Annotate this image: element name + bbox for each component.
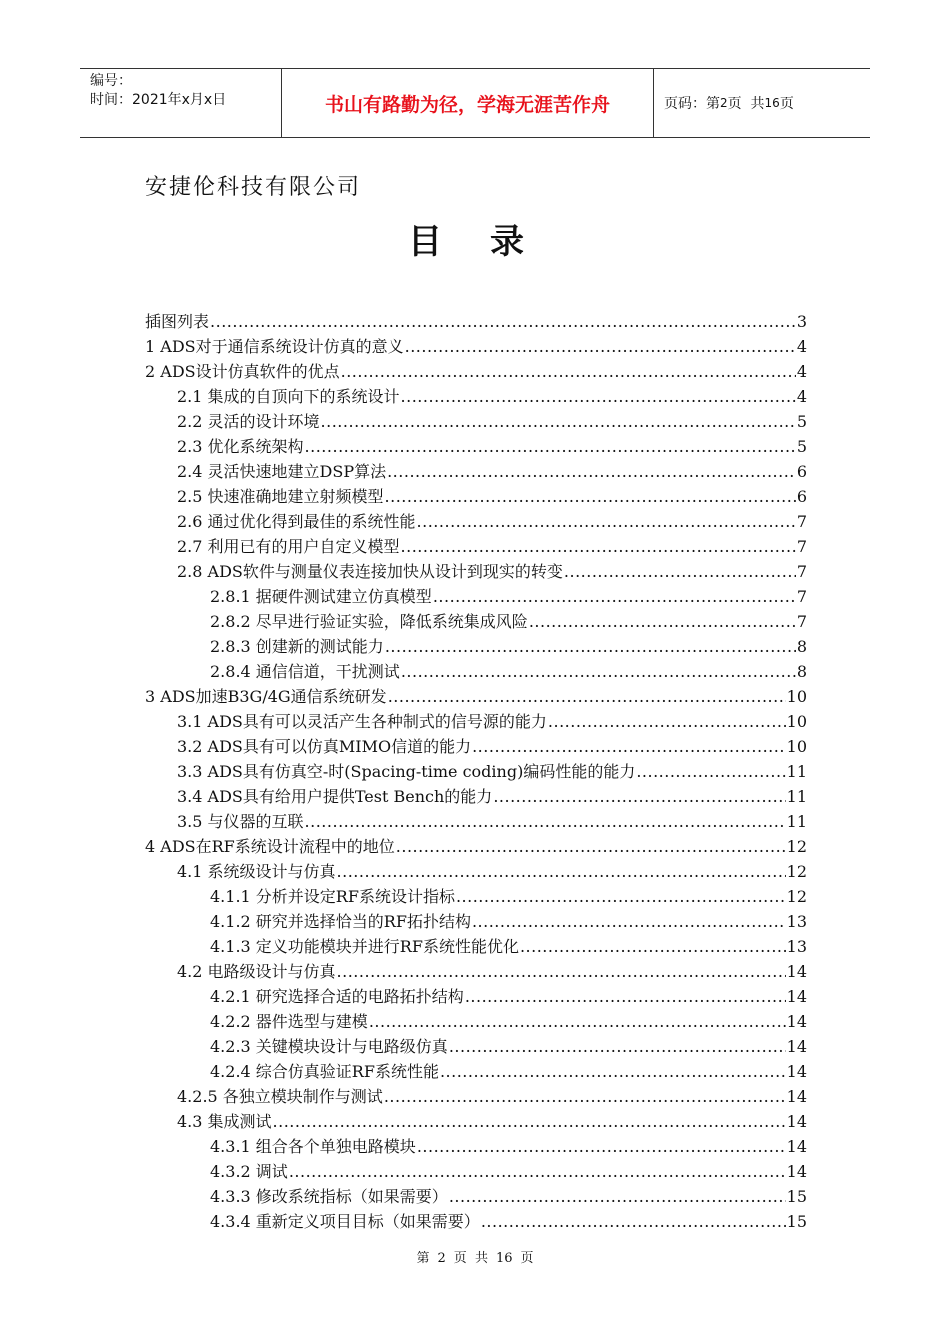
- toc-entry-page: 14: [786, 1087, 807, 1106]
- toc-leader-dots: [289, 1159, 786, 1184]
- toc-entry[interactable]: [145, 984, 807, 1009]
- toc-entry-page: 5: [796, 437, 807, 456]
- toc-entry-page: 12: [786, 887, 807, 906]
- toc-entry-title: 2.1 集成的自顶向下的系统设计: [177, 387, 400, 406]
- toc-entry-page: 4: [796, 337, 807, 356]
- toc-entry-title: 2.2 灵活的设计环境: [177, 412, 320, 431]
- toc-entry[interactable]: [145, 759, 807, 784]
- toc-leader-dots: [396, 834, 786, 859]
- toc-entry-page: 12: [786, 837, 807, 856]
- toc-entry-title: 4.2.2 器件选型与建模: [210, 1012, 368, 1031]
- toc-entry-page: 14: [786, 1037, 807, 1056]
- toc-entry-title: 2.7 利用已有的用户自定义模型: [177, 537, 400, 556]
- toc-leader-dots: [481, 1209, 786, 1234]
- toc-entry-title: 3.5 与仪器的互联: [177, 812, 304, 831]
- toc-entry[interactable]: [145, 934, 807, 959]
- toc-entry-page: 10: [786, 712, 807, 731]
- toc-entry[interactable]: [145, 1134, 807, 1159]
- toc-entry-page: 5: [796, 412, 807, 431]
- toc-entry[interactable]: [145, 834, 807, 859]
- toc-entry-page: 7: [796, 512, 807, 531]
- toc-entry-page: 13: [786, 937, 807, 956]
- toc-entry[interactable]: [145, 409, 807, 434]
- toc-entry-title: 2.3 优化系统架构: [177, 437, 304, 456]
- page-mid: 页 共: [727, 96, 765, 112]
- toc-entry-title: 3.4 ADS具有给用户提供Test Bench的能力: [177, 787, 493, 806]
- toc-entry-title: 4.2.3 关键模块设计与电路级仿真: [210, 1037, 448, 1056]
- toc-entry-title: 4.1.3 定义功能模块并进行RF系统性能优化: [210, 937, 519, 956]
- toc-entry-page: 12: [786, 862, 807, 881]
- toc-entry-title: 1 ADS对于通信系统设计仿真的意义: [145, 337, 404, 356]
- toc-entry[interactable]: [145, 609, 807, 634]
- toc-entry-title: 3.1 ADS具有可以灵活产生各种制式的信号源的能力: [177, 712, 547, 731]
- toc-leader-dots: [385, 634, 796, 659]
- footer-suffix: 页: [520, 1251, 534, 1266]
- toc-entry-page: 14: [786, 987, 807, 1006]
- toc-entry[interactable]: [145, 309, 807, 334]
- toc-entry[interactable]: [145, 784, 807, 809]
- toc-leader-dots: [449, 1184, 786, 1209]
- toc-entry[interactable]: [145, 584, 807, 609]
- toc-entry-title: 4.1.2 研究并选择恰当的RF拓扑结构: [210, 912, 471, 931]
- toc-entry[interactable]: [145, 1009, 807, 1034]
- toc-entry-page: 14: [786, 1162, 807, 1181]
- toc-entry-title: 4.3.4 重新定义项目目标（如果需要）: [210, 1212, 480, 1231]
- toc-entry[interactable]: [145, 1034, 807, 1059]
- footer-mid: 页 共: [453, 1251, 488, 1266]
- toc-entry-page: 6: [796, 462, 807, 481]
- page-header: [80, 68, 870, 138]
- toc-leader-dots: [636, 759, 785, 784]
- toc-entry[interactable]: [145, 634, 807, 659]
- toc-leader-dots: [369, 1009, 786, 1034]
- toc-entry-title: 4.2.5 各独立模块制作与测试: [177, 1087, 383, 1106]
- toc-entry-page: 15: [786, 1187, 807, 1206]
- toc-leader-dots: [210, 309, 796, 334]
- toc-entry[interactable]: [145, 334, 807, 359]
- toc-entry-title: 2.8.4 通信信道，干扰测试: [210, 662, 400, 681]
- toc-entry-title: 2.4 灵活快速地建立DSP算法: [177, 462, 387, 481]
- toc-entry[interactable]: [145, 1184, 807, 1209]
- toc-leader-dots: [417, 1134, 786, 1159]
- header-meta: [80, 69, 282, 137]
- toc-leader-dots: [548, 709, 786, 734]
- toc-entry[interactable]: [145, 809, 807, 834]
- toc-leader-dots: [417, 509, 796, 534]
- toc-leader-dots: [401, 384, 796, 409]
- date-line: 时间：2021年x月x日: [90, 92, 227, 108]
- toc-entry[interactable]: [145, 1084, 807, 1109]
- toc-leader-dots: [401, 659, 796, 684]
- toc-entry-title: 4.1 系统级设计与仿真: [177, 862, 336, 881]
- toc-leader-dots: [493, 784, 785, 809]
- page-prefix: 页码：第: [664, 96, 720, 112]
- toc-entry-page: 6: [796, 487, 807, 506]
- toc-leader-dots: [385, 484, 796, 509]
- toc-entry-page: 14: [786, 962, 807, 981]
- toc-leader-dots: [520, 934, 786, 959]
- footer-prefix: 第: [416, 1251, 430, 1266]
- toc-entry-title: 2.8.3 创建新的测试能力: [210, 637, 384, 656]
- toc-entry-title: 2.8.2 尽早进行验证实验，降低系统集成风险: [210, 612, 528, 631]
- toc-leader-dots: [388, 684, 786, 709]
- toc-leader-dots: [305, 434, 796, 459]
- toc-leader-dots: [564, 559, 796, 584]
- toc-entry-page: 10: [786, 737, 807, 756]
- toc-entry-page: 4: [796, 362, 807, 381]
- toc-entry[interactable]: [145, 959, 807, 984]
- toc-entry[interactable]: [145, 659, 807, 684]
- toc-entry[interactable]: [145, 884, 807, 909]
- toc-leader-dots: [465, 984, 786, 1009]
- toc-leader-dots: [405, 334, 796, 359]
- toc-entry-title: 3.3 ADS具有仿真空-时(Spacing-time coding)编码性能的能力: [177, 762, 636, 781]
- toc-entry-title: 4.3.3 修改系统指标（如果需要）: [210, 1187, 448, 1206]
- toc-leader-dots: [273, 1109, 786, 1134]
- toc-entry[interactable]: [145, 709, 807, 734]
- toc-entry[interactable]: [145, 859, 807, 884]
- toc-leader-dots: [456, 884, 786, 909]
- toc-entry-title: 3.2 ADS具有可以仿真MIMO信道的能力: [177, 737, 472, 756]
- toc-entry[interactable]: [145, 1159, 807, 1184]
- toc-entry-title: 插图列表: [145, 312, 210, 331]
- toc-entry-page: 14: [786, 1062, 807, 1081]
- toc-entry-page: 7: [796, 587, 807, 606]
- toc-entry-title: 4.3 集成测试: [177, 1112, 272, 1131]
- toc-leader-dots: [449, 1034, 786, 1059]
- toc-entry-page: 7: [796, 537, 807, 556]
- toc-entry-title: 2.8 ADS软件与测量仪表连接加快从设计到现实的转变: [177, 562, 563, 581]
- page-total: 16: [764, 96, 780, 110]
- toc-entry[interactable]: [145, 684, 807, 709]
- header-motto: 书山有路勤为径，学海无涯苦作舟: [282, 69, 654, 137]
- toc-entry-page: 11: [786, 812, 807, 831]
- toc-entry-title: 3 ADS加速B3G/4G通信系统研发: [145, 687, 387, 706]
- toc-entry-title: 4.3.1 组合各个单独电路模块: [210, 1137, 416, 1156]
- toc-leader-dots: [384, 1084, 786, 1109]
- company-name: 安捷伦科技有限公司: [145, 175, 362, 200]
- toc-entry[interactable]: [145, 384, 807, 409]
- toc-entry-page: 4: [796, 387, 807, 406]
- toc-leader-dots: [321, 409, 796, 434]
- toc-leader-dots: [337, 859, 786, 884]
- table-of-contents: [145, 309, 807, 1234]
- page-footer: [0, 1247, 950, 1266]
- toc-leader-dots: [472, 734, 786, 759]
- toc-entry-page: 7: [796, 612, 807, 631]
- toc-entry[interactable]: [145, 434, 807, 459]
- toc-entry-title: 4.3.2 调试: [210, 1162, 288, 1181]
- toc-entry-page: 7: [796, 562, 807, 581]
- toc-leader-dots: [341, 359, 796, 384]
- toc-entry[interactable]: [145, 559, 807, 584]
- toc-entry-title: 4 ADS在RF系统设计流程中的地位: [145, 837, 395, 856]
- toc-leader-dots: [387, 459, 796, 484]
- toc-entry-title: 2.6 通过优化得到最佳的系统性能: [177, 512, 416, 531]
- toc-entry-title: 2 ADS设计仿真软件的优点: [145, 362, 340, 381]
- serial-label: 编号：: [90, 73, 132, 89]
- toc-entry-page: 14: [786, 1012, 807, 1031]
- toc-entry-title: 2.5 快速准确地建立射频模型: [177, 487, 384, 506]
- toc-leader-dots: [472, 909, 786, 934]
- header-page-info: [654, 69, 870, 137]
- toc-entry[interactable]: [145, 534, 807, 559]
- toc-entry-page: 3: [796, 312, 807, 331]
- toc-entry[interactable]: [145, 1209, 807, 1234]
- toc-entry-title: 4.2.1 研究选择合适的电路拓扑结构: [210, 987, 464, 1006]
- toc-entry-title: 2.8.1 据硬件测试建立仿真模型: [210, 587, 432, 606]
- toc-entry-page: 11: [786, 787, 807, 806]
- page-title: 目录: [408, 222, 572, 262]
- toc-entry[interactable]: [145, 909, 807, 934]
- toc-entry-page: 15: [786, 1212, 807, 1231]
- toc-leader-dots: [305, 809, 786, 834]
- toc-leader-dots: [337, 959, 786, 984]
- page-suffix: 页: [779, 96, 794, 112]
- footer-total: 16: [496, 1251, 513, 1266]
- toc-entry-title: 4.2 电路级设计与仿真: [177, 962, 336, 981]
- toc-entry-page: 14: [786, 1137, 807, 1156]
- toc-entry-page: 10: [786, 687, 807, 706]
- page-number: 2: [720, 96, 728, 110]
- toc-entry[interactable]: [145, 359, 807, 384]
- toc-entry[interactable]: [145, 1059, 807, 1084]
- toc-entry-page: 8: [796, 637, 807, 656]
- toc-leader-dots: [433, 584, 796, 609]
- toc-entry-page: 14: [786, 1112, 807, 1131]
- toc-leader-dots: [529, 609, 796, 634]
- toc-entry-page: 11: [786, 762, 807, 781]
- toc-entry[interactable]: [145, 734, 807, 759]
- footer-page-number: 2: [437, 1251, 446, 1266]
- toc-entry[interactable]: [145, 1109, 807, 1134]
- toc-entry-page: 8: [796, 662, 807, 681]
- toc-leader-dots: [401, 534, 796, 559]
- toc-leader-dots: [440, 1059, 786, 1084]
- toc-entry[interactable]: [145, 459, 807, 484]
- toc-entry[interactable]: [145, 509, 807, 534]
- toc-entry-title: 4.1.1 分析并设定RF系统设计指标: [210, 887, 455, 906]
- toc-entry[interactable]: [145, 484, 807, 509]
- toc-entry-page: 13: [786, 912, 807, 931]
- toc-entry-title: 4.2.4 综合仿真验证RF系统性能: [210, 1062, 439, 1081]
